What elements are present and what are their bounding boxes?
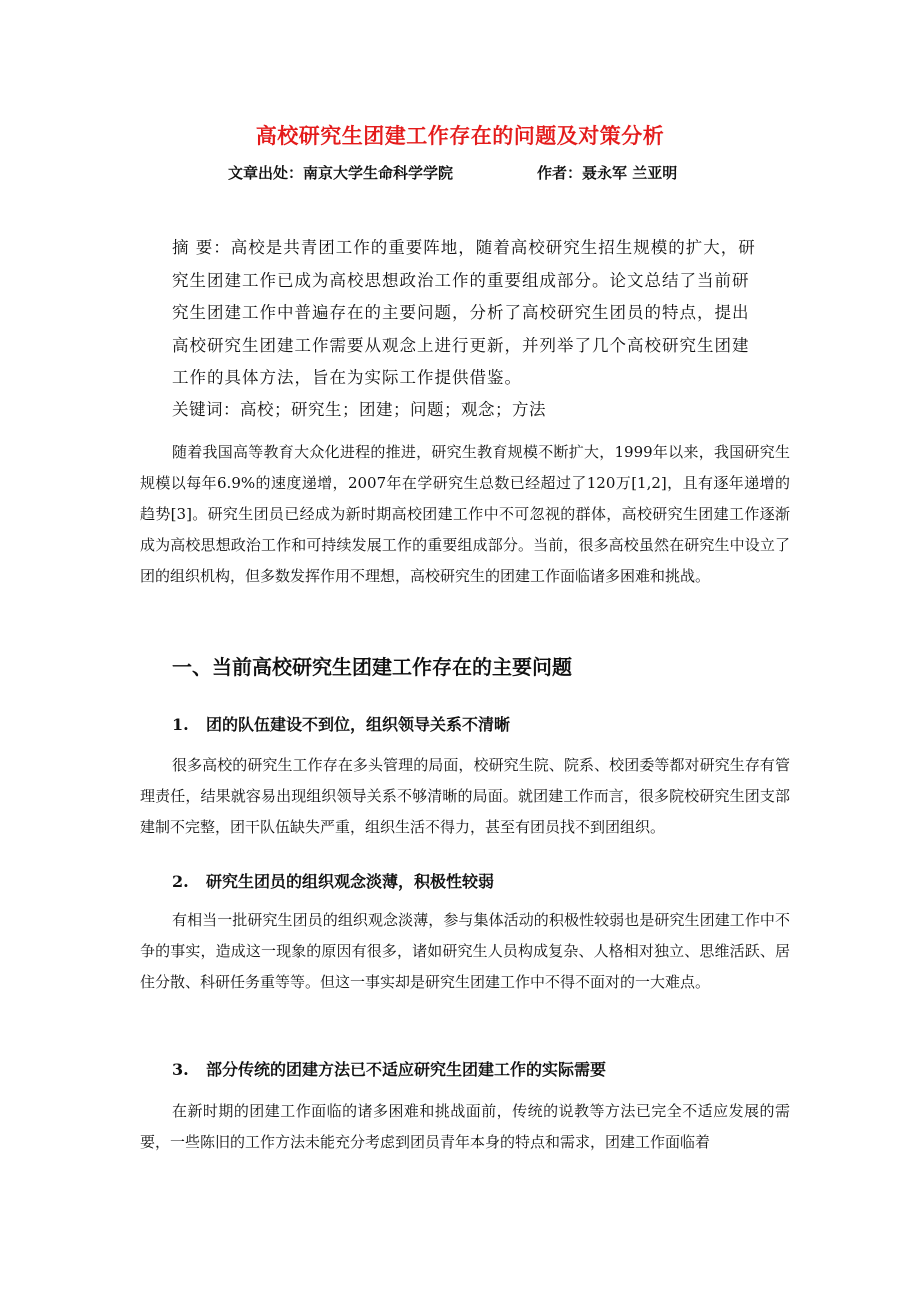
subsection-number: 1. <box>172 715 189 734</box>
abstract: 摘 要：高校是共青团工作的重要阵地，随着高校研究生招生规模的扩大，研究生团建工作已成为高校思想政治工作的重要组成部分。论文总结了当前研究生团建工作中普遍存在的主要问题，分析了高校研究生团员的特点，提出高校研究生团建工作需要从观念上进行更新，并列举了几个高校研究生团建工作的具体方法，旨在为实际工作提供借鉴。 <box>172 238 756 387</box>
keywords: 关键词：高校；研究生；团建；问题；观念；方法 <box>172 400 546 419</box>
subsection-number: 3. <box>172 1060 189 1079</box>
article-authors: 作者：聂永军 兰亚明 <box>537 164 678 182</box>
body-paragraph: 在新时期的团建工作面临的诸多困难和挑战面前，传统的说教等方法已完全不适应发展的需要，一些陈旧的工作方法未能充分考虑到团员青年本身的特点和需求，团建工作面临着 <box>140 1102 790 1151</box>
subsection-title: 团的队伍建设不到位，组织领导关系不清晰 <box>206 715 511 734</box>
subsection-heading <box>172 869 494 892</box>
subsection-title: 研究生团员的组织观念淡薄，积极性较弱 <box>206 872 495 891</box>
body-paragraph: 有相当一批研究生团员的组织观念淡薄，参与集体活动的积极性较弱也是研究生团建工作中不争的事实，造成这一现象的原因有很多，诸如研究生人员构成复杂、人格相对独立、思维活跃、居住分散、科研任务重等等。但这一事实却是研究生团建工作中不得不面对的一大难点。 <box>140 911 790 991</box>
subsection-heading <box>172 712 510 735</box>
section-heading-1: 一、当前高校研究生团建工作存在的主要问题 <box>172 655 572 679</box>
article-source: 文章出处：南京大学生命科学学院 <box>228 164 454 182</box>
intro-paragraph: 随着我国高等教育大众化进程的推进，研究生教育规模不断扩大，1999年以来，我国研究生规模以每年6.9%的速度递增，2007年在学研究生总数已经超过了120万[1,2]，且有逐年递增的趋势[3]。研究生团员已经成为新时期高校团建工作中不可忽视的群体，高校研究生团建工作逐渐成为高校思想政治工作和可持续发展工作的重要组成部分。当前，很多高校虽然在研究生中设立了团的组织机构，但多数发挥作用不理想，高校研究生的团建工作面临诸多困难和挑战。 <box>140 443 790 585</box>
subsection-heading <box>172 1057 606 1080</box>
article-title: 高校研究生团建工作存在的问题及对策分析 <box>255 123 665 148</box>
subsection-title: 部分传统的团建方法已不适应研究生团建工作的实际需要 <box>206 1060 607 1079</box>
subsection-number: 2. <box>172 872 189 891</box>
body-paragraph: 很多高校的研究生工作存在多头管理的局面，校研究生院、院系、校团委等都对研究生存有管理责任，结果就容易出现组织领导关系不够清晰的局面。就团建工作而言，很多院校研究生团支部建制不完整，团干队伍缺失严重，组织生活不得力，甚至有团员找不到团组织。 <box>140 756 790 836</box>
